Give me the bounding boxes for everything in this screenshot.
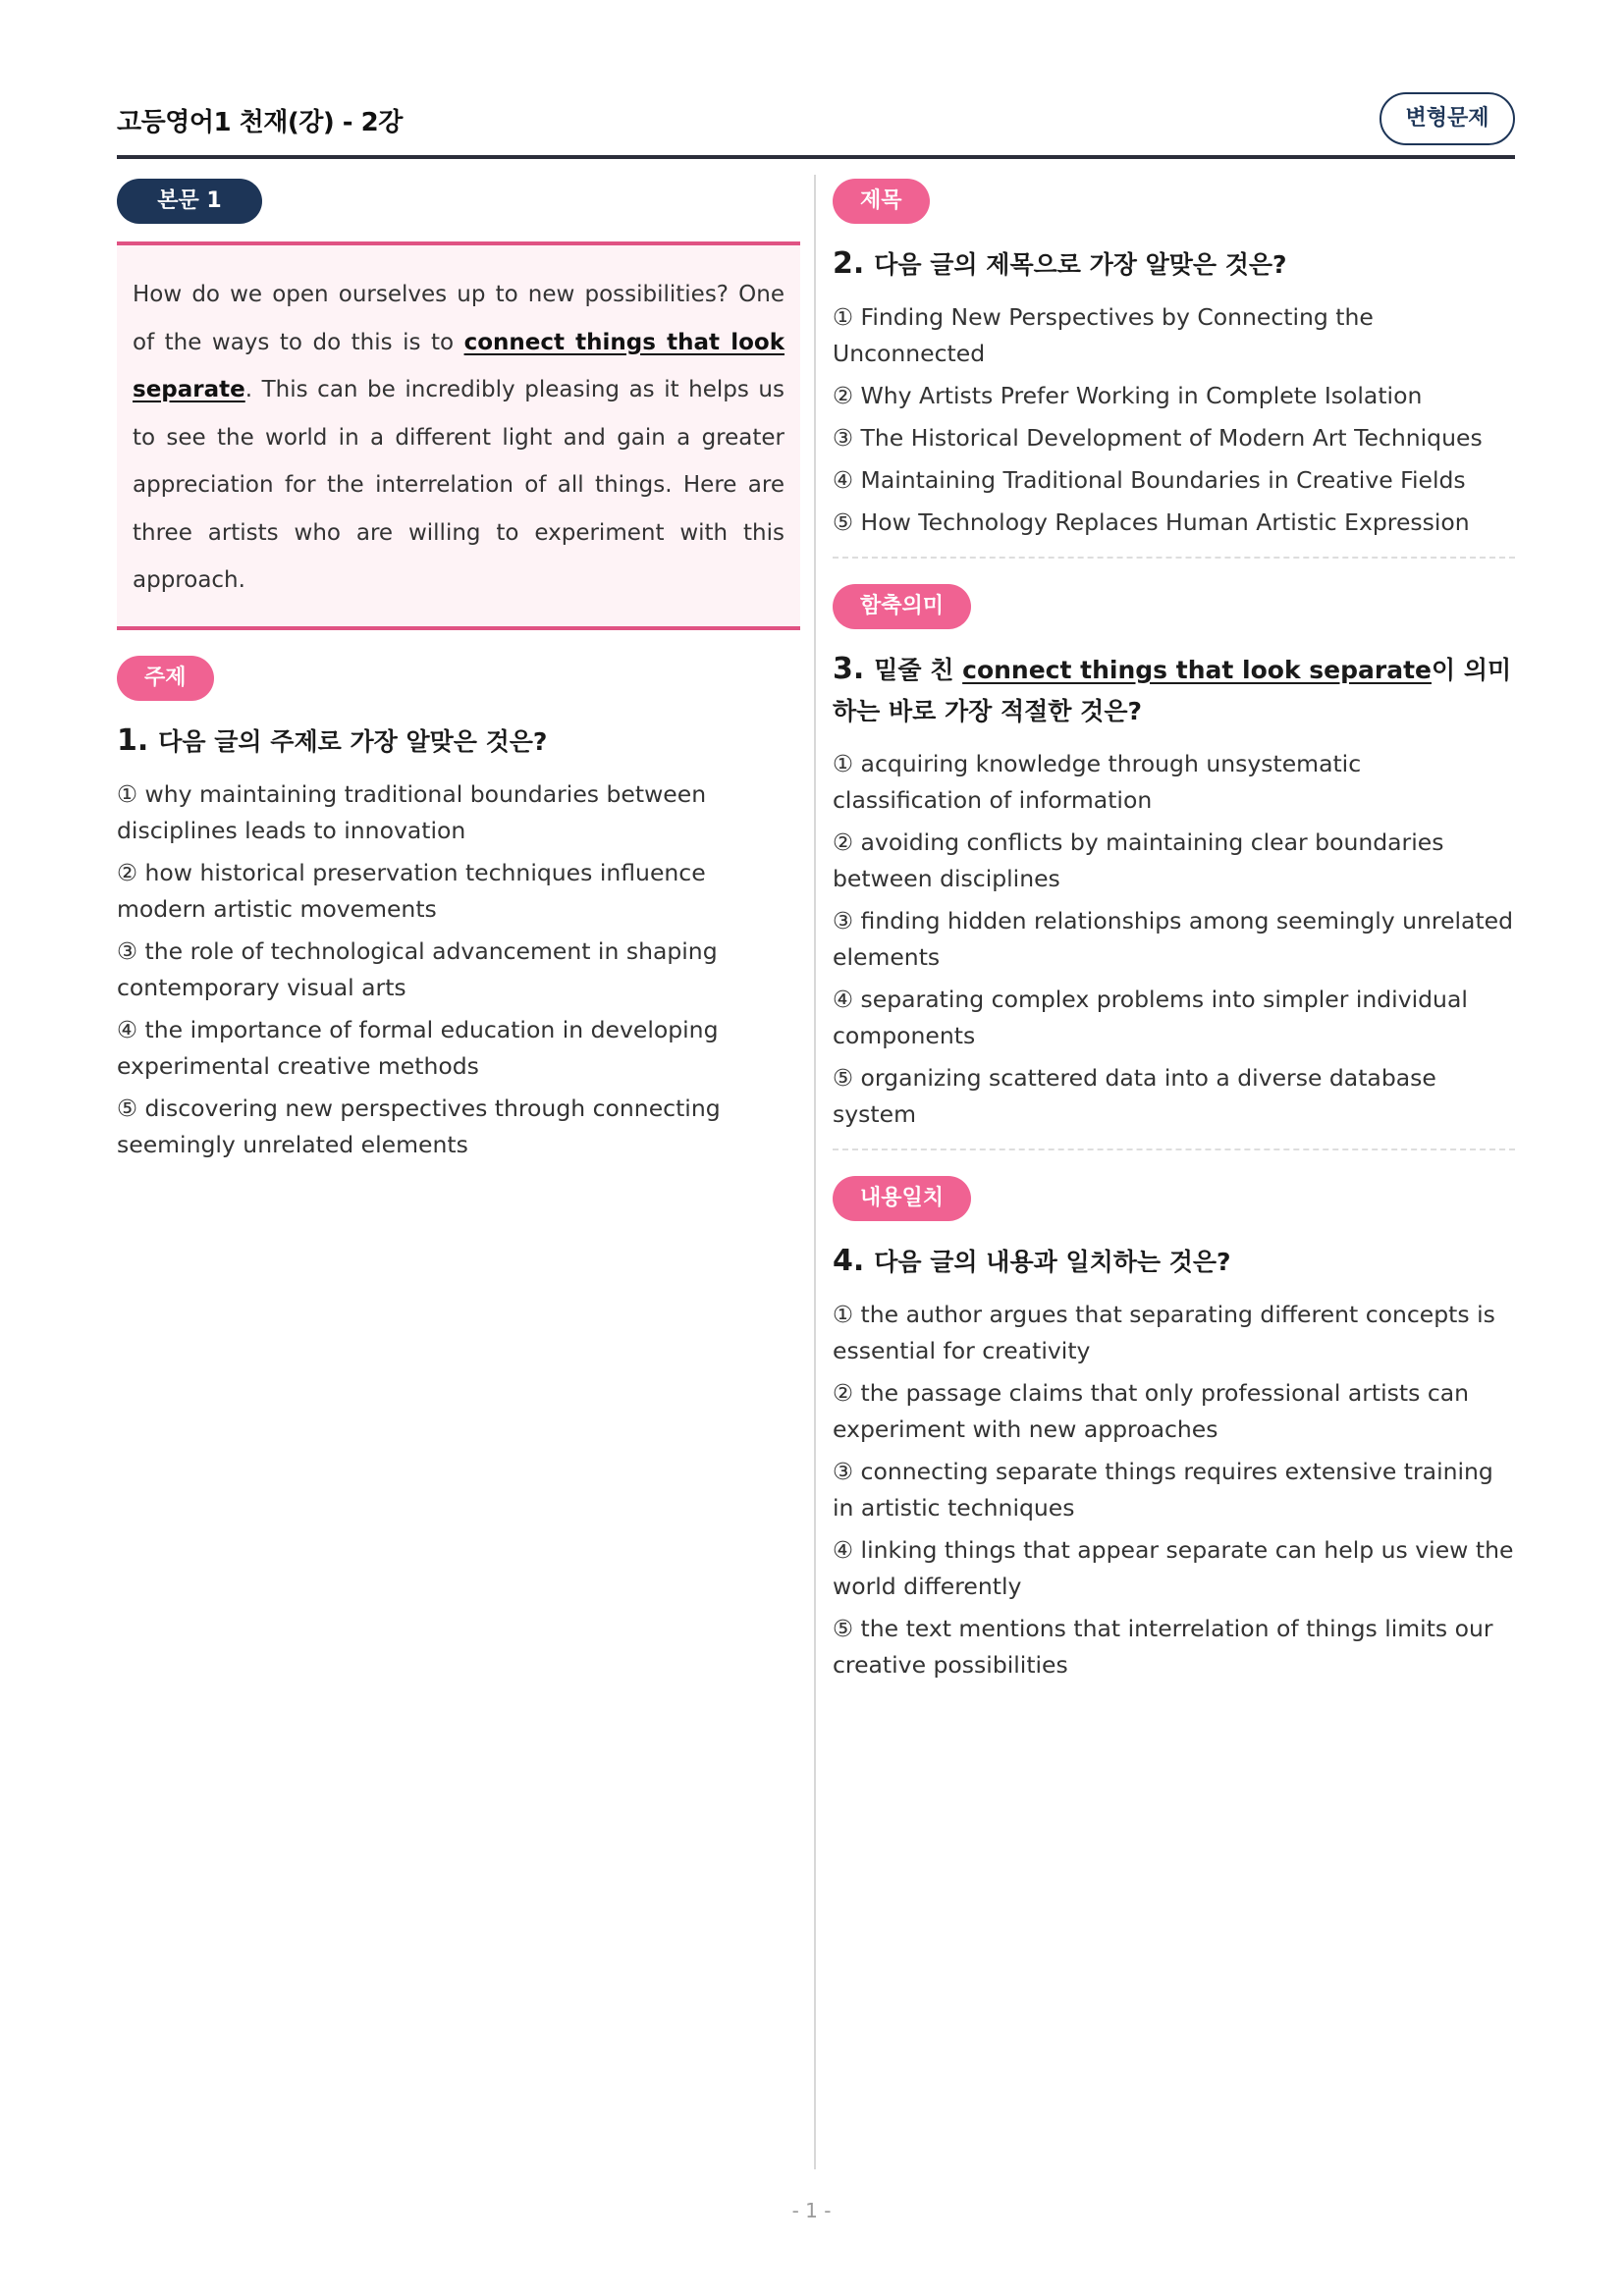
q2-option[interactable]: ② Why Artists Prefer Working in Complete Isolation xyxy=(833,382,1423,409)
variant-badge: 변형문제 xyxy=(1380,92,1515,145)
q3-question-before: 밑줄 친 xyxy=(874,656,963,684)
q4-options xyxy=(833,1297,1515,1683)
q4-option[interactable]: ④ linking things that appear separate can help us view the world differently xyxy=(833,1536,1514,1600)
page-header xyxy=(117,90,1515,159)
q4-question-text: 다음 글의 내용과 일치하는 것은? xyxy=(874,1248,1231,1276)
q3-option[interactable]: ② avoiding conflicts by maintaining clear boundaries between disciplines xyxy=(833,828,1444,892)
q4-question xyxy=(833,1241,1515,1283)
q1-question xyxy=(117,721,800,763)
right-column xyxy=(833,179,1515,1689)
passage-label: 본문 1 xyxy=(117,179,262,224)
q4-option[interactable]: ③ connecting separate things requires extensive training in artistic techniques xyxy=(833,1458,1493,1522)
q4-tag: 내용일치 xyxy=(833,1176,971,1221)
q1-number: 1. xyxy=(117,722,149,758)
passage-box xyxy=(117,241,800,630)
q3-question-after: 이 의미하는 바로 가장 적절한 것은? xyxy=(833,656,1512,725)
passage-underlined-phrase: connect things that look separate xyxy=(133,329,784,402)
passage-text-after: . This can be incredibly pleasing as it helps us to see the world in a different light and gain a greater appreciation for the interrelation of all things. Here are three artists who are willing to experiment with this approach. xyxy=(133,377,784,593)
q3-tag: 함축의미 xyxy=(833,584,971,629)
q1-option[interactable]: ④ the importance of formal education in developing experimental creative methods xyxy=(117,1015,719,1080)
left-column xyxy=(117,179,800,1169)
q4-option[interactable]: ① the author argues that separating different concepts is essential for creativity xyxy=(833,1301,1495,1364)
q2-question xyxy=(833,243,1515,286)
q1-option[interactable]: ② how historical preservation techniques influence modern artistic movements xyxy=(117,858,706,923)
column-divider xyxy=(814,175,816,2169)
page-number: - 1 - xyxy=(791,2199,832,2222)
q3-option[interactable]: ④ separating complex problems into simpler individual components xyxy=(833,986,1468,1049)
q1-option[interactable]: ③ the role of technological advancement in shaping contemporary visual arts xyxy=(117,936,718,1001)
q2-option[interactable]: ④ Maintaining Traditional Boundaries in Creative Fields xyxy=(833,466,1466,494)
q3-question xyxy=(833,649,1515,732)
section-divider xyxy=(833,1148,1515,1150)
q2-option[interactable]: ⑤ How Technology Replaces Human Artistic Expression xyxy=(833,508,1470,536)
q3-option[interactable]: ⑤ organizing scattered data into a diverse database system xyxy=(833,1064,1436,1128)
q1-option[interactable]: ⑤ discovering new perspectives through connecting seemingly unrelated elements xyxy=(117,1094,721,1158)
q3-question-underlined: connect things that look separate xyxy=(962,656,1432,684)
q4-option[interactable]: ② the passage claims that only professional artists can experiment with new approaches xyxy=(833,1379,1470,1443)
q3-option[interactable]: ③ finding hidden relationships among seemingly unrelated elements xyxy=(833,907,1514,971)
q2-option[interactable]: ③ The Historical Development of Modern Art Techniques xyxy=(833,424,1483,452)
q1-options xyxy=(117,776,800,1163)
q3-option[interactable]: ① acquiring knowledge through unsystematic classification of information xyxy=(833,750,1362,814)
q4-option[interactable]: ⑤ the text mentions that interrelation of things limits our creative possibilities xyxy=(833,1615,1493,1679)
q2-options xyxy=(833,299,1515,541)
section-divider xyxy=(833,557,1515,559)
q2-tag: 제목 xyxy=(833,179,930,224)
header-divider xyxy=(117,155,1515,159)
passage-text-before: How do we open ourselves up to new possibilities? One of the ways to do this is to xyxy=(133,282,784,355)
q1-option[interactable]: ① why maintaining traditional boundaries between disciplines leads to innovation xyxy=(117,779,707,844)
q2-option[interactable]: ① Finding New Perspectives by Connecting the Unconnected xyxy=(833,303,1374,367)
q1-tag: 주제 xyxy=(117,656,214,701)
q2-question-text: 다음 글의 제목으로 가장 알맞은 것은? xyxy=(874,250,1287,279)
q3-number: 3. xyxy=(833,652,865,686)
q1-question-text: 다음 글의 주제로 가장 알맞은 것은? xyxy=(158,726,548,756)
q2-number: 2. xyxy=(833,246,865,281)
page-title: 고등영어1 천재(강) - 2강 xyxy=(117,108,403,137)
q3-options xyxy=(833,746,1515,1133)
q4-number: 4. xyxy=(833,1244,865,1278)
